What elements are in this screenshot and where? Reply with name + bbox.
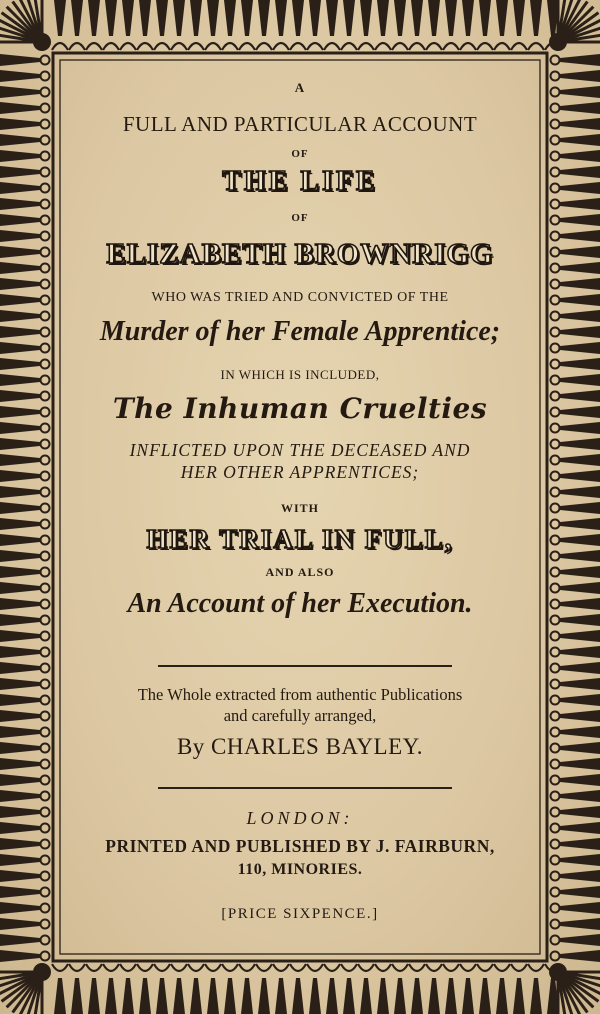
divider-rule-1 <box>158 665 452 667</box>
inflicted-line-1: INFLICTED UPON THE DECEASED AND <box>129 440 471 460</box>
the-life-heading: THE LIFE <box>222 166 378 197</box>
inflicted-line-2: HER OTHER APPRENTICES; <box>180 462 420 482</box>
london-line: LONDON: <box>246 808 354 828</box>
with-line: WITH <box>280 501 319 515</box>
divider-rule-2 <box>158 787 452 789</box>
name-heading: ELIZABETH BROWNRIGG <box>106 238 494 270</box>
cruelties-heading: The Inhuman Cruelties <box>112 392 488 425</box>
title-text-block <box>62 60 538 950</box>
included-line: IN WHICH IS INCLUDED, <box>220 367 380 382</box>
article-a: A <box>294 80 306 95</box>
extracted-line-1: The Whole extracted from authentic Publications <box>137 685 463 704</box>
publisher-line: PRINTED AND PUBLISHED BY J. FAIRBURN, <box>105 836 495 856</box>
author-line: By CHARLES BAYLEY. <box>176 734 424 759</box>
extracted-line-2: and carefully arranged, <box>223 706 377 725</box>
also-line: AND ALSO <box>265 565 335 579</box>
full-account-line: FULL AND PARTICULAR ACCOUNT <box>122 112 478 136</box>
address-line: 110, MINORIES. <box>237 861 363 878</box>
price-line: [PRICE SIXPENCE.] <box>221 906 379 922</box>
trial-heading: HER TRIAL IN FULL, <box>146 524 454 554</box>
of-line-2: OF <box>291 212 309 224</box>
murder-line: Murder of her Female Apprentice; <box>99 316 501 347</box>
of-line-1: OF <box>291 148 309 160</box>
execution-line: An Account of her Execution. <box>127 588 473 619</box>
tried-line: WHO WAS TRIED AND CONVICTED OF THE <box>151 290 449 305</box>
